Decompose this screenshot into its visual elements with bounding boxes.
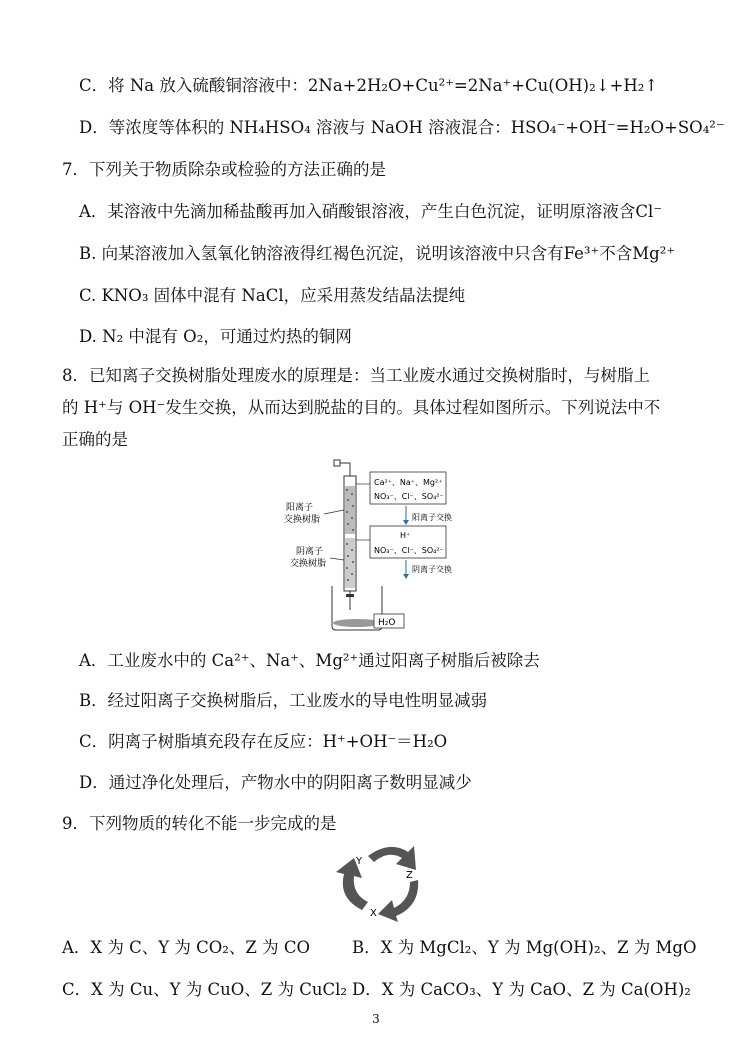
anion-leader-line	[330, 558, 344, 560]
node-y: Y	[356, 856, 363, 867]
influent-cations: Ca²⁺、Na⁺、Mg²⁺	[374, 478, 443, 487]
q7-option-a: A．某溶液中先滴加稀盐酸再加入硝酸银溶液，产生白色沉淀，证明原溶液含Cl⁻	[79, 202, 663, 221]
q9-option-b: B．X 为 MgCl₂、Y 为 Mg(OH)₂、Z 为 MgO	[352, 938, 697, 957]
intermediate-anions: NO₃⁻、Cl⁻、SO₄²⁻	[374, 546, 444, 555]
q8-option-c: C．阴离子树脂填充段存在反应：H⁺+OH⁻＝H₂O	[79, 732, 448, 751]
product-label: H₂O	[378, 618, 396, 628]
q8-stem-line1: 8．已知离子交换树脂处理废水的原理是：当工业废水通过交换树脂时，与树脂上	[62, 366, 650, 385]
anion-resin-fill	[345, 538, 355, 588]
q9-option-c: C．X 为 Cu、Y 为 CuO、Z 为 CuCl₂	[62, 980, 347, 999]
q8-option-a: A．工业废水中的 Ca²⁺、Na⁺、Mg²⁺通过阳离子树脂后被除去	[79, 651, 540, 670]
q7-option-b: B. 向某溶液加入氢氧化钠溶液得红褐色沉淀，说明该溶液中只含有Fe³⁺不含Mg²⁺	[79, 244, 676, 263]
q7-stem: 7．下列关于物质除杂或检验的方法正确的是	[62, 160, 386, 179]
q6-option-c: C．将 Na 放入硫酸铜溶液中：2Na+2H₂O+Cu²⁺=2Na⁺+Cu(OH)₂↓+H₂↑	[79, 76, 659, 95]
arrow-head-1	[403, 520, 409, 525]
anion-resin-label-2: 交换树脂	[290, 559, 327, 569]
arrow-anion-exchange-label: 阴离子交换	[412, 565, 452, 574]
arrow-cation-exchange-label: 阳离子交换	[412, 513, 452, 522]
inlet-valve	[334, 460, 340, 466]
q8-stem-line2: 的 H⁺与 OH⁻发生交换，从而达到脱盐的目的。具体过程如图所示。下列说法中不	[62, 398, 661, 417]
q7-option-c: C. KNO₃ 固体中混有 NaCl，应采用蒸发结晶法提纯	[79, 286, 466, 305]
ion-exchange-diagram	[282, 458, 482, 633]
arrow-z-to-x	[378, 880, 418, 922]
q7-option-d: D. N₂ 中混有 O₂，可通过灼热的铜网	[79, 327, 352, 346]
q9-stem: 9．下列物质的转化不能一步完成的是	[62, 814, 337, 833]
cation-resin-label-1: 阳离子	[286, 503, 314, 513]
arrow-x-to-y	[336, 858, 368, 910]
q9-option-a: A．X 为 C、Y 为 CO₂、Z 为 CO	[62, 938, 311, 957]
stopcock	[346, 594, 354, 597]
xyz-cycle-diagram	[332, 840, 442, 924]
intermediate-cations: H⁺	[400, 531, 411, 540]
anion-resin-label-1: 阴离子	[296, 547, 324, 557]
q8-option-b: B．经过阳离子交换树脂后，工业废水的导电性明显减弱	[79, 691, 488, 710]
q8-stem-line3: 正确的是	[62, 430, 128, 449]
cation-resin-label-2: 交换树脂	[284, 515, 321, 525]
cation-leader-line	[324, 510, 344, 514]
page-number: 3	[372, 1012, 380, 1026]
node-x: X	[370, 908, 377, 919]
influent-anions: NO₃⁻、Cl⁻、SO₄²⁻	[374, 492, 444, 501]
node-z: Z	[406, 870, 413, 881]
arrow-head-2	[403, 574, 409, 579]
q8-option-d: D．通过净化处理后，产物水中的阴阳离子数明显减少	[79, 773, 472, 792]
q9-option-d: D．X 为 CaCO₃、Y 为 CaO、Z 为 Ca(OH)₂	[352, 980, 691, 999]
cation-resin-fill	[345, 486, 355, 534]
arrow-y-to-z	[368, 846, 416, 870]
q6-option-d: D．等浓度等体积的 NH₄HSO₄ 溶液与 NaOH 溶液混合：HSO₄⁻+OH⁻=H₂O+SO₄²⁻	[79, 118, 725, 137]
